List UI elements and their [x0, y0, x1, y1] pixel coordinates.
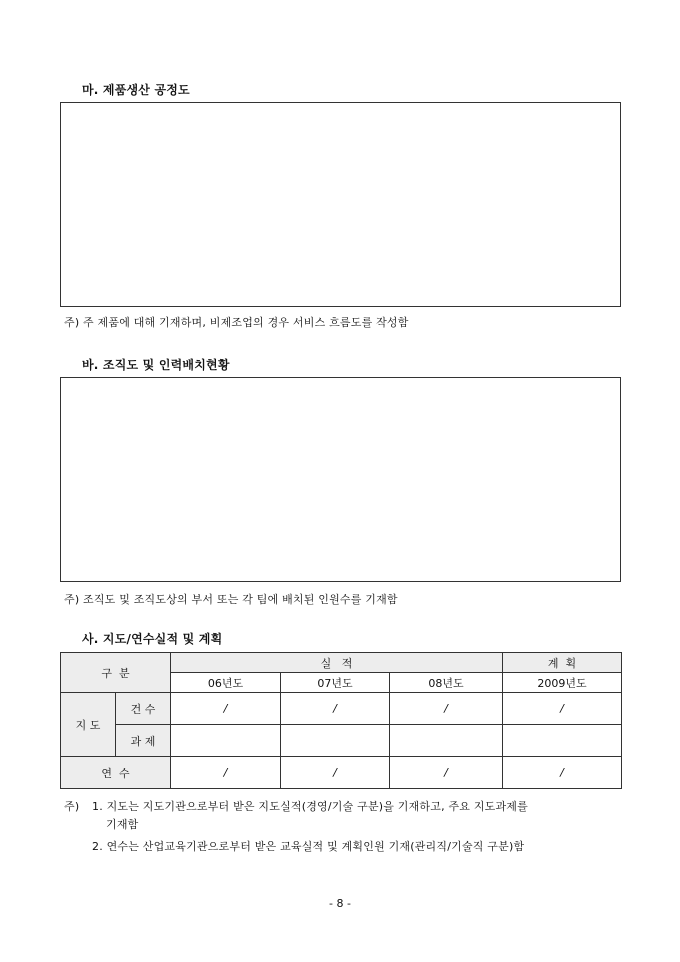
- guidance-count-2007: /: [281, 693, 390, 725]
- table-header-row: [61, 653, 622, 673]
- training-table: [60, 652, 622, 789]
- guidance-count-2008: /: [390, 693, 503, 725]
- year-2006: 06년도: [171, 673, 281, 693]
- guidance-task-2009: [503, 725, 622, 757]
- task-label: 과 제: [116, 725, 171, 757]
- guidance-task-2007: [281, 725, 390, 757]
- training-label: 연 수: [61, 757, 171, 789]
- section-sa-heading: 사. 지도/연수실적 및 계획: [82, 632, 223, 646]
- section-ma-note: 주) 주 제품에 대해 기재하며, 비제조업의 경우 서비스 흐름도를 작성함: [64, 316, 409, 329]
- count-label: 건 수: [116, 693, 171, 725]
- guidance-task-row: [61, 725, 622, 757]
- guidance-count-row: [61, 693, 622, 725]
- actual-header: 실 적: [171, 653, 503, 673]
- org-chart-box: [60, 377, 621, 582]
- section-sa-note-2: 2. 연수는 산업교육기관으로부터 받은 교육실적 및 계획인원 기재(관리직/기술직 구분)함: [92, 840, 525, 853]
- training-2008: /: [390, 757, 503, 789]
- page-number: - 8 -: [329, 897, 351, 910]
- year-2007: 07년도: [281, 673, 390, 693]
- plan-header: 계 획: [503, 653, 622, 673]
- guidance-task-2006: [171, 725, 281, 757]
- training-2006: /: [171, 757, 281, 789]
- year-2009: 2009년도: [503, 673, 622, 693]
- section-ba-heading: 바. 조직도 및 인력배치현황: [82, 358, 230, 372]
- section-sa-note-1-line2: 기재함: [106, 818, 139, 831]
- guidance-label: 지 도: [61, 693, 116, 757]
- section-sa-note-prefix: 주): [64, 800, 80, 813]
- training-2007: /: [281, 757, 390, 789]
- guidance-task-2008: [390, 725, 503, 757]
- section-ba-note: 주) 조직도 및 조직도상의 부서 또는 각 팀에 배치된 인원수를 기재함: [64, 593, 398, 606]
- year-2008: 08년도: [390, 673, 503, 693]
- process-flow-box: [60, 102, 621, 307]
- guidance-count-2006: /: [171, 693, 281, 725]
- training-row: [61, 757, 622, 789]
- guidance-count-2009: /: [503, 693, 622, 725]
- category-header: 구 분: [61, 653, 171, 693]
- section-sa-note-1-line1: 1. 지도는 지도기관으로부터 받은 지도실적(경영/기술 구분)을 기재하고, 주요 지도과제를: [92, 800, 528, 813]
- section-ma-heading: 마. 제품생산 공정도: [82, 83, 190, 97]
- training-2009: /: [503, 757, 622, 789]
